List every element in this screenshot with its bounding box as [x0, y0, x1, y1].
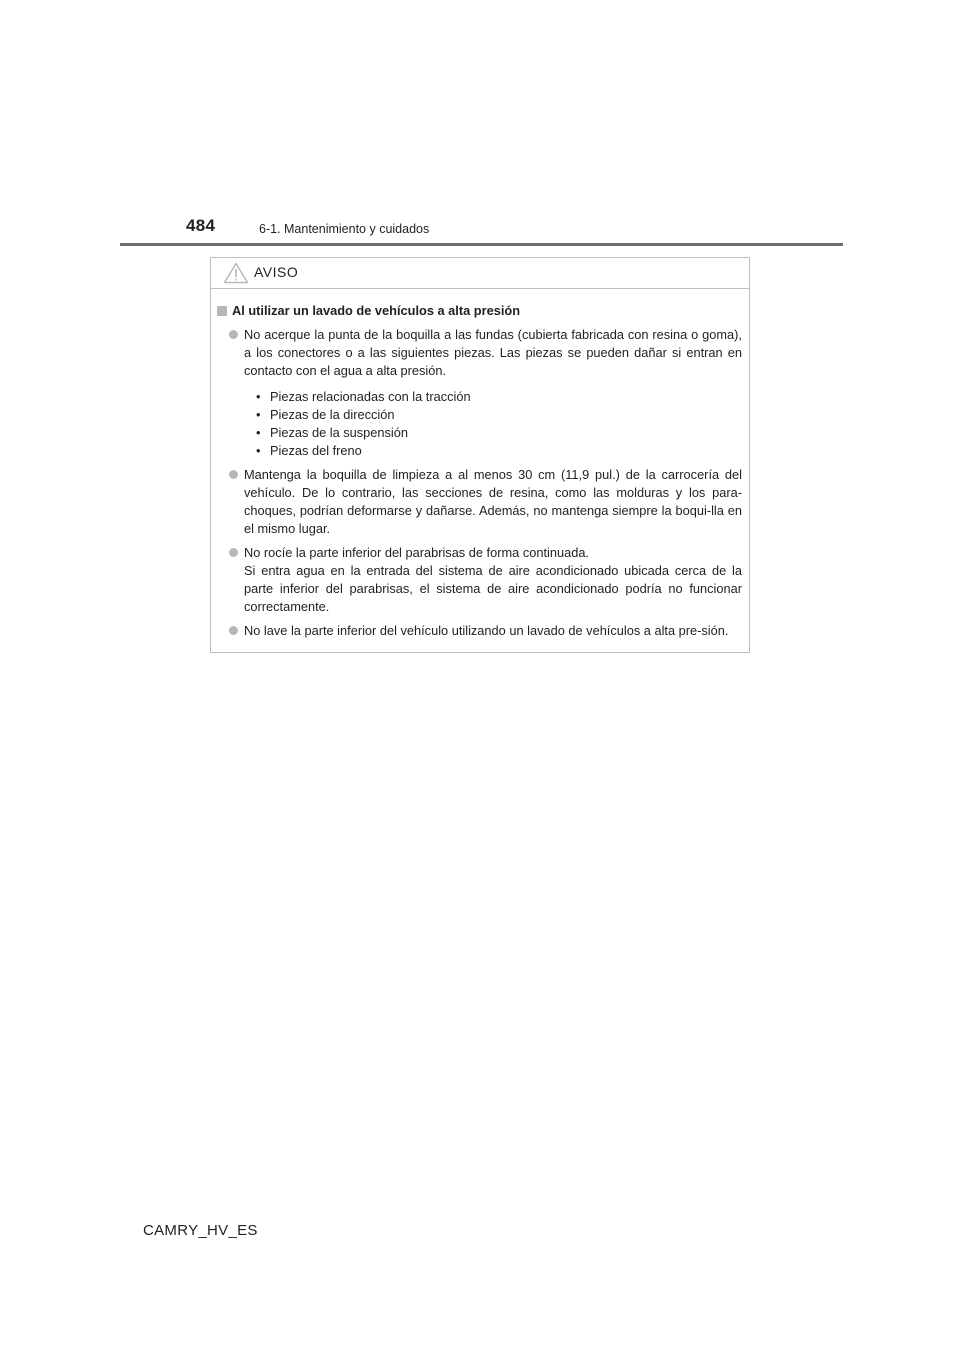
warning-box — [210, 257, 750, 653]
section-title: 6-1. Mantenimiento y cuidados — [259, 222, 430, 236]
warning-header — [211, 258, 749, 289]
warning-heading — [215, 302, 742, 320]
circle-bullet-icon — [229, 548, 238, 557]
list-item-text: Mantenga la boquilla de limpieza a al menos 30 cm (11,9 pul.) de la carrocería del vehículo. De lo contrario, las secciones de resina, como las molduras y los para-choques, podrían deformarse y dañarse. Además, no mantenga siempre la boqui-lla en el mismo lugar. — [244, 467, 742, 536]
list-item — [215, 622, 742, 640]
sublist-item: • Piezas relacionadas con la tracción — [256, 388, 742, 406]
sublist-item: • Piezas de la suspensión — [256, 424, 742, 442]
square-bullet-icon — [217, 306, 227, 316]
sublist — [244, 388, 742, 460]
list-item-text: No acerque la punta de la boquilla a las fundas (cubierta fabricada con resina o goma), a los conectores o a las siguientes piezas. Las piezas se pueden dañar si entran en contacto con el agua a alta presión. — [244, 327, 742, 378]
list-item-text: No rocíe la parte inferior del parabrisas de forma continuada. — [244, 545, 589, 560]
sublist-item: • Piezas del freno — [256, 442, 742, 460]
circle-bullet-icon — [229, 626, 238, 635]
warning-body — [211, 289, 749, 640]
list-item — [215, 544, 742, 616]
list-item-text: No lave la parte inferior del vehículo utilizando un lavado de vehículos a alta pre-sión. — [244, 623, 729, 638]
warning-label: AVISO — [254, 264, 299, 280]
sublist-item: • Piezas de la dirección — [256, 406, 742, 424]
list-item — [215, 466, 742, 538]
circle-bullet-icon — [229, 330, 238, 339]
header-divider — [120, 243, 843, 246]
list-item — [215, 326, 742, 460]
warning-heading-text: Al utilizar un lavado de vehículos a alta presión — [232, 303, 521, 318]
warning-triangle-icon — [223, 262, 249, 284]
list-item-text-continued: Si entra agua en la entrada del sistema de aire acondicionado ubicada cerca de la parte inferior del parabrisas, el sistema de aire acondicionado podría no funcionar correctamente. — [244, 563, 742, 614]
page-number: 484 — [186, 216, 216, 235]
circle-bullet-icon — [229, 470, 238, 479]
document-code: CAMRY_HV_ES — [143, 1222, 258, 1239]
